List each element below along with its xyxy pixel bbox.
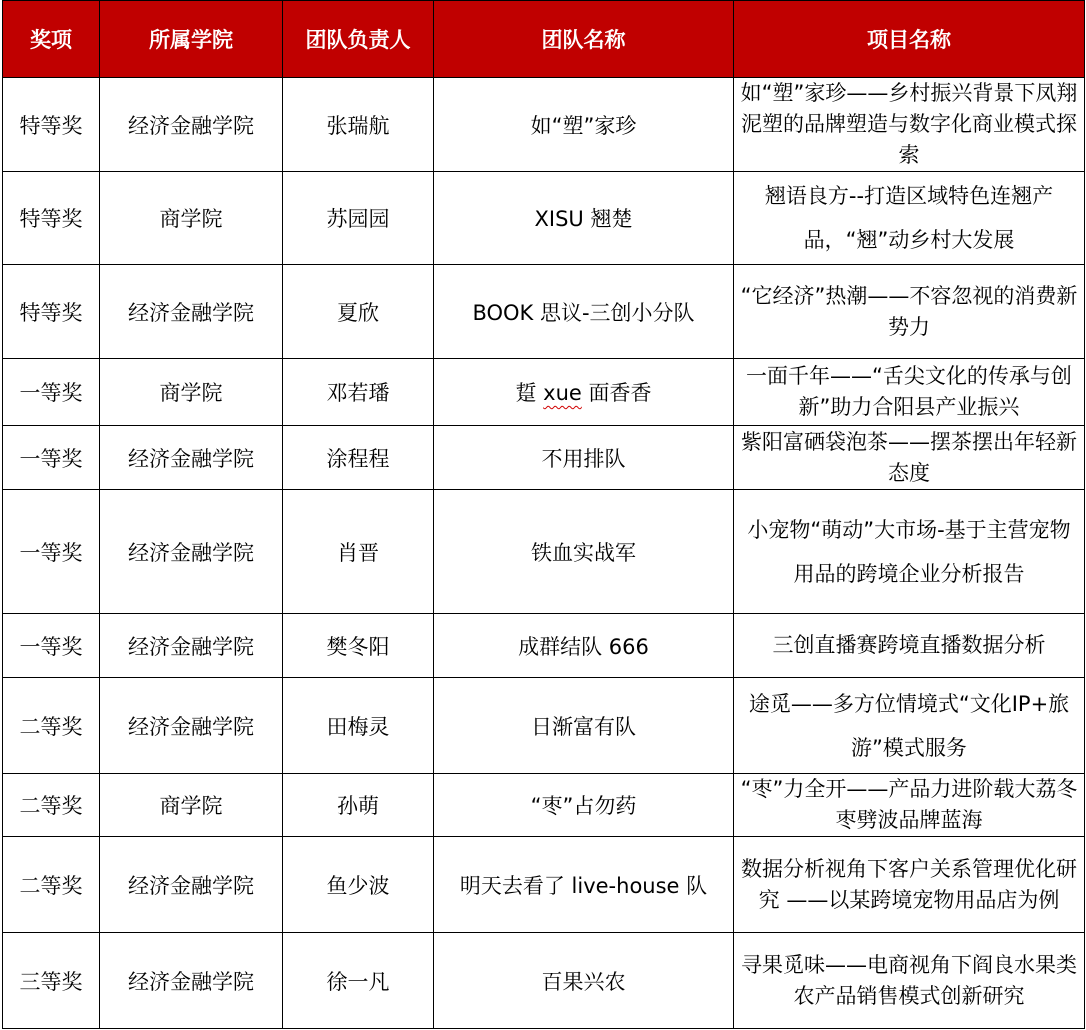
award-cell: 一等奖 [3,614,100,678]
team-cell: 如“塑”家珍 [434,78,734,172]
leader-cell: 徐一凡 [283,933,434,1029]
college-cell: 经济金融学院 [100,614,283,678]
award-cell: 一等奖 [3,490,100,614]
college-cell: 经济金融学院 [100,426,283,490]
team-cell: 百果兴农 [434,933,734,1029]
table-row [3,426,1085,490]
college-cell: 经济金融学院 [100,933,283,1029]
project-cell: 寻果觅味——电商视角下阎良水果类农产品销售模式创新研究 [734,933,1085,1029]
team-name-part: 面香香 [581,381,652,405]
awards-table-container [2,0,1084,1029]
project-cell: 三创直播赛跨境直播数据分析 [734,614,1085,678]
leader-cell: 田梅灵 [283,678,434,774]
leader-cell: 鱼少波 [283,837,434,933]
project-cell: 紫阳富硒袋泡茶——摆茶摆出年轻新态度 [734,426,1085,490]
header-leader: 团队负责人 [283,1,434,78]
team-name-part: 踅 [515,381,544,405]
leader-cell: 邓若璠 [283,359,434,426]
college-cell: 商学院 [100,359,283,426]
header-award: 奖项 [3,1,100,78]
project-cell: “它经济”热潮——不容忽视的消费新势力 [734,265,1085,359]
table-row [3,614,1085,678]
leader-cell: 夏欣 [283,265,434,359]
team-cell: 不用排队 [434,426,734,490]
team-cell: “枣”占勿药 [434,774,734,837]
awards-table [2,0,1085,1029]
award-cell: 三等奖 [3,933,100,1029]
award-cell: 特等奖 [3,78,100,172]
project-cell: 一面千年——“舌尖文化的传承与创新”助力合阳县产业振兴 [734,359,1085,426]
header-team: 团队名称 [434,1,734,78]
college-cell: 商学院 [100,172,283,265]
table-row [3,678,1085,774]
header-row [3,1,1085,78]
project-cell: 小宠物“萌动”大市场-基于主营宠物用品的跨境企业分析报告 [734,490,1085,614]
leader-cell: 苏园园 [283,172,434,265]
leader-cell: 孙萌 [283,774,434,837]
team-cell [434,359,734,426]
project-cell: 数据分析视角下客户关系管理优化研究 ——以某跨境宠物用品店为例 [734,837,1085,933]
team-cell: 铁血实战军 [434,490,734,614]
table-row [3,837,1085,933]
team-cell: 日渐富有队 [434,678,734,774]
college-cell: 经济金融学院 [100,837,283,933]
project-cell: 途觅——多方位情境式“文化IP+旅游”模式服务 [734,678,1085,774]
award-cell: 二等奖 [3,774,100,837]
table-row [3,933,1085,1029]
college-cell: 经济金融学院 [100,265,283,359]
team-cell: 成群结队 666 [434,614,734,678]
table-row [3,265,1085,359]
project-cell: 翘语良方--打造区域特色连翘产品，“翘”动乡村大发展 [734,172,1085,265]
header-project: 项目名称 [734,1,1085,78]
team-cell: XISU 翘楚 [434,172,734,265]
table-row [3,78,1085,172]
award-cell: 特等奖 [3,172,100,265]
college-cell: 经济金融学院 [100,490,283,614]
header-college: 所属学院 [100,1,283,78]
team-cell: 明天去看了 live-house 队 [434,837,734,933]
award-cell: 一等奖 [3,359,100,426]
leader-cell: 肖晋 [283,490,434,614]
leader-cell: 涂程程 [283,426,434,490]
table-row [3,490,1085,614]
award-cell: 一等奖 [3,426,100,490]
table-row [3,359,1085,426]
project-cell: “枣”力全开——产品力进阶载大荔冬枣劈波品牌蓝海 [734,774,1085,837]
table-row [3,774,1085,837]
leader-cell: 樊冬阳 [283,614,434,678]
college-cell: 商学院 [100,774,283,837]
team-cell: BOOK 思议-三创小分队 [434,265,734,359]
award-cell: 二等奖 [3,837,100,933]
table-row [3,172,1085,265]
award-cell: 特等奖 [3,265,100,359]
college-cell: 经济金融学院 [100,678,283,774]
college-cell: 经济金融学院 [100,78,283,172]
project-cell: 如“塑”家珍——乡村振兴背景下凤翔泥塑的品牌塑造与数字化商业模式探索 [734,78,1085,172]
spellcheck-flagged-word: xue [543,381,582,405]
leader-cell: 张瑞航 [283,78,434,172]
award-cell: 二等奖 [3,678,100,774]
